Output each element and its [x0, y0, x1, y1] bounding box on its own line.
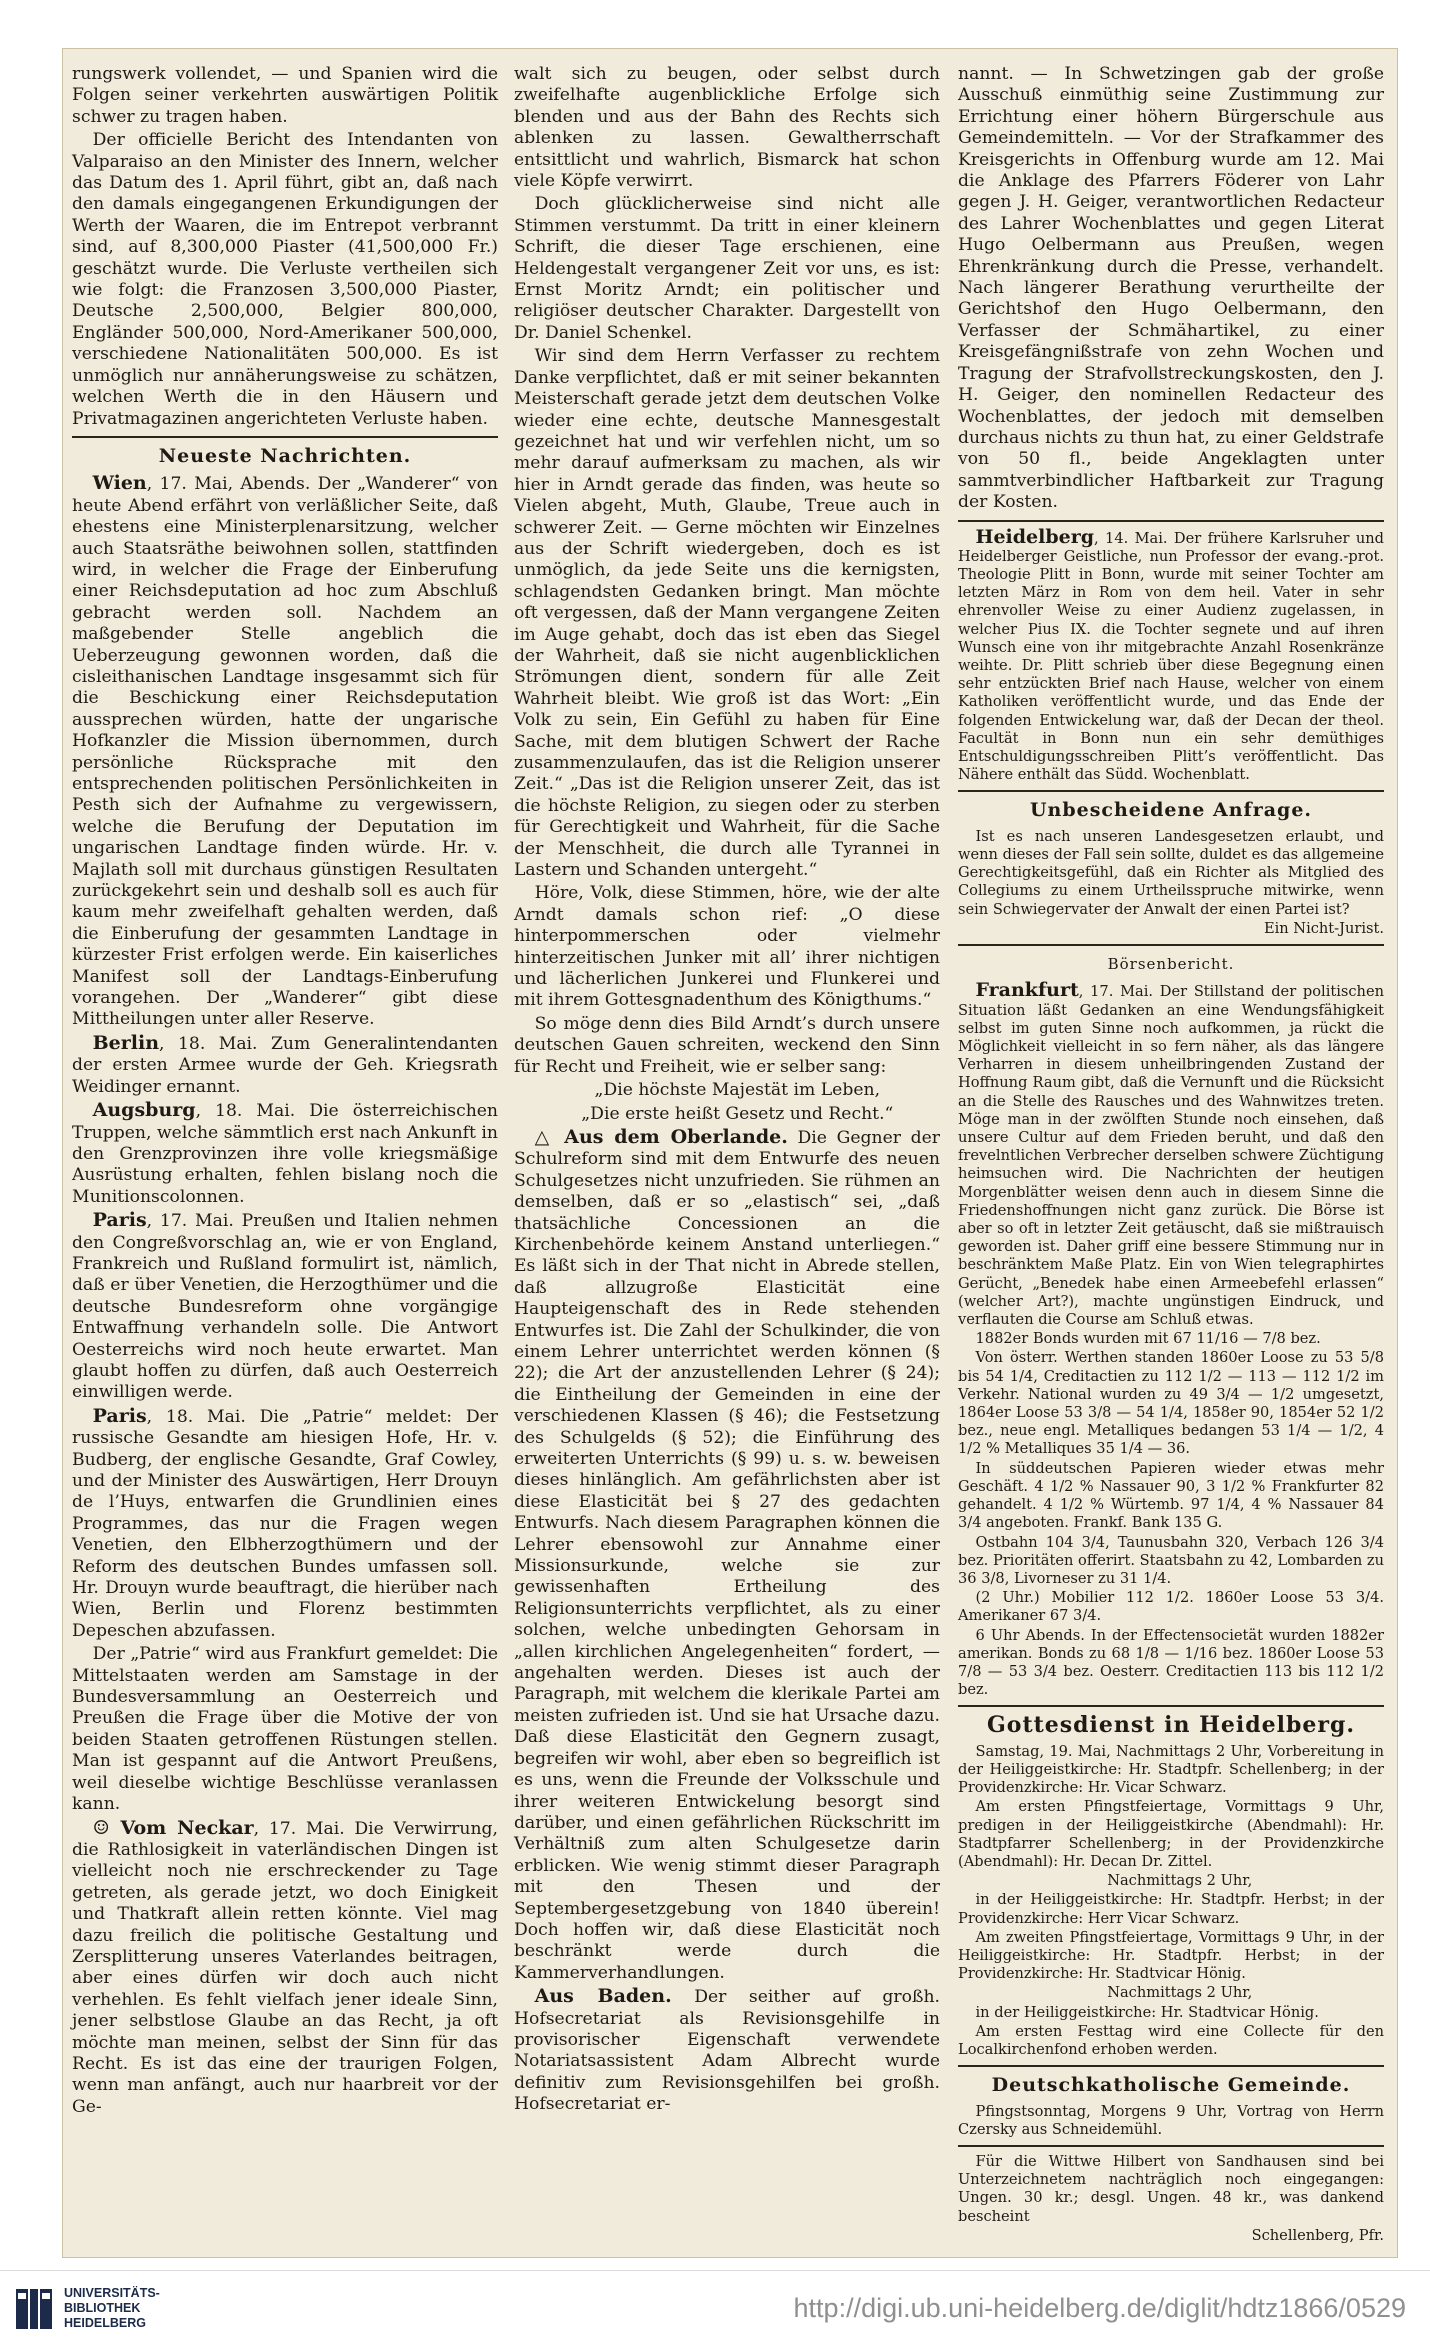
news-item: Paris, 17. Mai. Preußen und Italien nehmen den Congreßvorschlag an, wie er von England, Frankreich und Rußland formulirt ist, nämlich, daß er über Venetien, die Herzogthümer und die deutsche Bundesreform ohne vorgängige Entwaffnung verhandeln solle. Die Antwort Oesterreichs wird noch heute erwartet. Man glaubt hoffen zu dürfen, daß auch Oesterreich einwilligen werde.: [72, 1209, 498, 1403]
article-text: walt sich zu beugen, oder selbst durch zweifelhafte augenblickliche Erfolge sich blenden und aus der Bahn des Rechts sich ablenken zu lassen. Gewaltherrschaft entsittlicht und wahrlich, Bismarck hat schon viele Köpfe verwirrt.: [514, 64, 940, 192]
dateline: Wien: [92, 472, 147, 495]
news-item: △ Aus dem Oberlande. Die Gegner der Schulreform sind mit dem Entwurfe des neuen Schulgesetzes nicht unzufrieden. Sie rühmen an demselben, daß er so „elastisch“ sei, „daß thatsächliche Concessionen an die Kirchenbehörde keinem Anstand unterliegen.“ Es läßt sich in der That nicht in Abrede stellen, daß allzugroße Elasticität eine Haupteigenschaft des in Rede stehenden Entwurfes ist. Die Zahl der Schulkinder, die von einem Lehrer unterrichtet werden können (§ 22); die Art der anzustellenden Lehrer (§ 24); die Eintheilung der Gemeinden in eine der verschiedenen Klassen (§ 46); die Festsetzung des Schulgelds (§ 52); die Einführung des erweiterten Unterrichts (§ 99) u. s. w. beweisen dieses hinlänglich. Am gefährlichsten aber ist diese Elasticität bei § 27 des gedachten Entwurfs. Nach diesem Paragraphen können die Lehrer ebensowohl zur Annahme einer Missionsurkunde, welche sie zur gewissenhaften Ertheilung des Religionsunterrichts verpflichtet, als zu einer solchen, welche unbedingten Gehorsam in „allen kirchlichen Angelegenheiten“ fordert, — angehalten werden. Dieses ist auch der Paragraph, mit welchem die klerikale Partei am meisten zufrieden ist. Und sie hat Ursache dazu. Daß diese Elasticität den Gegnern zusagt, begreifen wir wohl, aber eben so begreiflich ist es uns, wenn die Freunde der Volksschule und ihrer weiteren Entwickelung besorgt sind darüber, und einen gefährlichen Rückschritt im Verhältniß zum alten Schulgesetze darin erblicken. Wie wenig stimmt dieser Paragraph mit den Thesen und der Septembergesetzgebung von 1840 überein! Doch hoffen wir, daß diese Elasticität noch beschränkt werde durch die Kammerverhandlungen.: [514, 1125, 941, 1983]
dateline: △ Aus dem Oberlande.: [534, 1125, 788, 1148]
dateline: Augsburg: [92, 1099, 196, 1122]
section-heading: Deutschkatholische Gemeinde.: [991, 2074, 1351, 2097]
dateline: Paris: [92, 1209, 147, 1232]
notice-heidelberg: Heidelberg, 14. Mai. Der frühere Karlsruher und Heidelberger Geistliche, nun Professor der evang.-prot. Theologie Plitt in Bonn, wurde mit seiner Tochter am letzten März in Rom von dem heil. Vater in sehr ehrenvoller Weise zu einer Audienz zugelassen, in welcher Pius IX. die Tochter segnete und auf ihren Wunsch eine von ihr mitgebrachte Anzahl Rosenkränze weihte. Dr. Plitt schrieb über diese Begegnung einen sehr entzückten Brief nach Hause, welcher von einem Katholiken veröffentlicht wurde, und das Ende der folgenden Entwickelung war, daß der Decan der theol. Facultät in Bonn nun ein sehr demüthiges Entschuldigungsschreiben Plitt’s veröffentlicht. Das Nähere enthält das Südd. Wochenblatt.: [958, 525, 1384, 784]
section-heading: Gottesdienst in Heidelberg.: [986, 1712, 1355, 1739]
library-name: UNIVERSITÄTS- BIBLIOTHEK HEIDELBERG: [64, 2286, 160, 2330]
divider: [958, 2065, 1384, 2067]
dateline: Berlin: [92, 1031, 160, 1054]
stock-report: Frankfurt, 17. Mai. Der Stillstand der politischen Situation läßt Gedanken an eine Wendungsfähigkeit selbst im guten Sinne noch aufkommen, ja rückt die Möglichkeit vielleicht in so fern näher, als das längere Verharren in diesem unheilbringenden Zustand der Hoffnung Raum gibt, daß die Vernunft und die Rücksicht an die Stelle des Rausches und des Wahnwitzes treten. Möge man in der zwölften Stunde noch einsehen, daß unsere Cultur auf dem Frieden beruht, und daß den frevelntlichen Verbrecher derselben schwere Züchtigung heimsuchen wird. Die Nachrichten der heutigen Morgenblätter weisen denn auch in diesem Sinne die Friedenshoffnungen nicht ganz zurück. Die Börse ist aber so oft in letzter Zeit getäuscht, daß sie mißtrauisch geworden ist. Daher griff eine bessere Stimmung nur in beschränktem Maße Platz. Ein von Wien telegraphirtes Gerücht, „Benedek habe einen Armeebefehl erlassen“ (welcher Art?), machte ungünstigen Eindruck, und verflauten die Course am Schluß etwas. 1882er Bonds wurden mit 67 11/16 — 7/8 bez. Von österr. Werthen standen 1860er Loose zu 53 5/8 bis 54 1/4, Creditactien zu 112 1/2 — 113 — 112 1/2 im Verkehr. National wurden zu 49 3/4 — 1/2 umgesetzt, 1864er Loose 53 3/8 — 54 1/4, 1858er 90, 1854er 52 1/2 bez., neue engl. Metalliques bedangen 53 1/4 — 1/2, 4 1/2 % Metalliques 35 1/4 — 36. In süddeutschen Papieren wieder etwas mehr Geschäft. 4 1/2 % Nassauer 90, 3 1/2 % Frankfurter 82 gehandelt. 4 1/2 % Würtemb. 97 1/4, 4 % Nassauer 84 3/4 angeboten. Frankf. Bank 135 G. Ostbahn 104 3/4, Taunusbahn 320, Verbach 126 3/4 bez. Prioritäten offerirt. Staatsbahn zu 42, Lombarden zu 36 3/8, Livorneser zu 31 1/4. (2 Uhr.) Mobilier 112 1/2. 1860er Loose 53 3/4. Amerikaner 67 3/4. 6 Uhr Abends. In der Effectensocietät wurden 1882er amerikan. Bonds zu 68 1/8 — 1/16 bez. 1860er Loose 53 7/8 — 53 3/4 bez. Oesterr. Creditactien 113 bis 112 1/2 bez.: [958, 979, 1384, 1699]
source-url-link[interactable]: http://digi.ub.uni-heidelberg.de/diglit/hdtz1866/0529: [793, 2293, 1406, 2323]
divider: [958, 2145, 1384, 2147]
article-text: Wir sind dem Herrn Verfasser zu rechtem Danke verpflichtet, daß er mit seiner bekannten Meisterschaft gerade jetzt dem deutschen Volke wieder eine echte, deutsche Mannesgestalt gezeichnet hat und wir verfehlen nicht, um so mehr darauf aufmerksam zu machen, als wir hier in Arndt gerade das finden, was heute so Vielen abgeht, Muth, Glaube, Treue auch in schwerer Zeit. — Gerne möchten wir Einzelnes aus der Schrift wiedergeben, doch es ist unmöglich, da jede Seite uns die kernigsten, schlagendsten Gedanken bringt. Man möchte oft vergessen, daß der Mann vergangene Zeiten im Auge gehabt, doch das ist eben das Siegel der Wahrheit, daß sie nicht augenblicklichen Strömungen dient, sondern für alle Zeit Wahrheit bleibt. Wie groß ist das Wort: „Ein Volk zu sein, Ein Gefühl zu haben für Eine Sache, mit dem blutigen Schwert der Rache zusammenzulaufen, das ist die Religion unserer Zeit.“ „Das ist die Religion unserer Zeit, das ist die höchste Religion, zu siegen oder zu sterben für Gerechtigkeit und Wahrheit, für die Sache der Menschheit, die durch alle Tyrannei in Lastern und Schanden untergeht.“: [514, 346, 940, 881]
divider: [958, 944, 1384, 946]
column-1: [72, 64, 498, 2120]
dateline: Paris: [92, 1404, 147, 1427]
dateline: ☺ Vom Neckar: [92, 1816, 254, 1839]
news-item: Aus Baden. Der seither auf großh. Hofsecretariat als Revisionsgehilfe in provisorischer Eigenschaft verwendete Notariatsassistent Adam Albrecht wurde definitiv zum Revisionsgehilfen bei großh. Hofsecretariat er-: [514, 1985, 940, 2115]
news-item: ☺ Vom Neckar, 17. Mai. Die Verwirrung, die Rathlosigkeit in vaterländischen Dingen ist vielleicht noch nie erschreckender zu Tage getreten, als gerade jetzt, wo doch Einigkeit und Thatkraft allein retten könnte. Viel mag dazu freilich die politische Gestaltung und Zersplitterung unseres Vaterlandes beitragen, aber eines dürfen wir doch auch nicht verhehlen. Es fehlt vielfach jener ideale Sinn, jener selbstlose Glaube an das Recht, ja oft möchte man meinen, selbst der Sinn für das Recht. Es ist das eine der traurigen Folgen, wenn man anfängt, auch nur haarbreit vor der Ge-: [72, 1816, 498, 2117]
column-3: [958, 64, 1384, 2246]
divider: [72, 436, 498, 438]
notice-donation: Für die Wittwe Hilbert von Sandhausen sind bei Unterzeichnetem nachträglich noch eingegangen: Ungen. 30 kr.; desgl. Ungen. 48 kr., was dankend bescheint Schellenberg, Pfr.: [958, 2153, 1384, 2244]
news-item: Berlin, 18. Mai. Zum Generalintendanten der ersten Armee wurde der Geh. Kriegsrath Weidinger ernannt.: [72, 1031, 498, 1097]
article-text: Doch glücklicherweise sind nicht alle Stimmen verstummt. Da tritt in einer kleinern Schrift, die dieser Tage erschienen, eine Heldengestalt vergangener Zeit vor uns, es ist: Ernst Moritz Arndt; ein politischer und religiöser deutscher Charakter. Dargestellt von Dr. Daniel Schenkel.: [514, 194, 940, 343]
column-2: [514, 64, 940, 2118]
article-text: nannt. — In Schwetzingen gab der große Ausschuß einmüthig seine Zustimmung zur Errichtung einer höhern Bürgerschule aus Gemeindemitteln. — Vor der Strafkammer des Kreisgerichts in Offenburg wurde am 12. Mai die Anklage des Pfarrers Föderer von Lahr gegen J. H. Geiger, verantwortlichen Redacteur des Lahrer Wochenblattes und gegen Literat Hugo Oelbermann aus Preußen, wegen Ehrenkränkung durch die Presse, verhandelt. Nach längerer Berathung verurtheilte der Gerichtshof den Hugo Oelbermann, den Verfasser der Schmähartikel, zu einer Kreisgefängnißstrafe von zehn Wochen und Tragung der Strafvollstreckungskosten, den J. H. Geiger, den nominellen Redacteur des Wochenblattes, der jedoch mit demselben durchaus nichts zu thun hat, zu einer Geldstrafe von 50 fl., beide Angeklagten unter sammtverbindlicher Haftbarkeit zur Tragung der Kosten.: [958, 64, 1384, 513]
notice-anfrage: Ist es nach unseren Landesgesetzen erlaubt, und wenn dieses der Fall sein sollte, duldet es das allgemeine Gerechtigkeitsgefühl, daß ein Richter als Mitglied des Collegiums zu einem Urtheilsspruche mitwirke, wenn sein Schwiegervater der Anwalt der einen Partei ist? Ein Nicht-Jurist.: [958, 827, 1384, 937]
dateline: Frankfurt: [975, 979, 1079, 1002]
section-heading: Unbescheidene Anfrage.: [1029, 799, 1313, 822]
divider: [958, 520, 1384, 522]
dateline: Heidelberg: [975, 525, 1095, 548]
verse-line: „Die höchste Majestät im Leben,: [594, 1080, 881, 1101]
footer-bar: [0, 2270, 1430, 2350]
section-heading: Neueste Nachrichten.: [158, 444, 412, 467]
signature: Schellenberg, Pfr.: [1251, 2226, 1384, 2244]
dateline: Aus Baden.: [534, 1985, 672, 2008]
church-services: Samstag, 19. Mai, Nachmittags 2 Uhr, Vorbereitung in der Heiliggeistkirche: Hr. Stadtpfr. Schellenberg; in der Providenzkirche: Hr. Vicar Schwarz. Am ersten Pfingstfeiertage, Vormittags 9 Uhr, predigen in der Heiliggeistkirche (Abendmahl): Hr. Stadtpfarrer Schellenberg; in der Providenzkirche (Abendmahl): Hr. Decan Dr. Zittel. Nachmittags 2 Uhr, in der Heiliggeistkirche: Hr. Stadtpfr. Herbst; in der Providenzkirche: Herr Vicar Schwarz. Am zweiten Pfingstfeiertage, Vormittags 9 Uhr, in der Heiliggeistkirche: Hr. Stadtpfr. Herbst; in der Providenzkirche: Hr. Stadtvicar Hönig. Nachmittags 2 Uhr, in der Heiliggeistkirche: Hr. Stadtvicar Hönig. Am ersten Festtag wird eine Collecte für den Localkirchenfond erhoben werden.: [958, 1742, 1384, 2058]
divider: [958, 1705, 1384, 1707]
article-text: So möge denn dies Bild Arndt’s durch unsere deutschen Gauen schreiten, weckend den Sinn für Recht und Freiheit, wie er selber sang:: [514, 1013, 940, 1077]
news-item: Augsburg, 18. Mai. Die österreichischen Truppen, welche sämmtlich erst nach Ankunft in den Grenzprovinzen ihre volle kriegsmäßige Ausrüstung erhalten, fehlen bislang noch die Munitionscolonnen.: [72, 1099, 498, 1207]
verse-line: „Die erste heißt Gesetz und Recht.“: [581, 1103, 894, 1124]
article-text: rungswerk vollendet, — und Spanien wird die Folgen seiner verkehrten auswärtigen Politik schwer zu tragen haben.: [72, 64, 498, 127]
news-item: Paris, 18. Mai. Die „Patrie“ meldet: Der russische Gesandte am hiesigen Hofe, Hr. v. Budberg, der englische Gesandte, Graf Cowley, und der Minister des Auswärtigen, Herr Drouyn de l’Huys, entwarfen die Grundlinien eines Programmes, das nur die Fragen wegen Venetien, den Elbherzogthümern und der Reform des deutschen Bundes umfassen soll. Hr. Drouyn wurde beauftragt, die hierüber nach Wien, Berlin und Florenz bestimmten Depeschen abzufassen.: [72, 1404, 498, 1641]
university-library-logo-icon: [14, 2285, 54, 2331]
article-text: Der officielle Bericht des Intendanten von Valparaiso an den Minister des Innern, welcher das Datum des 1. April führt, gibt an, daß nach den damals eingegangenen Erkundigungen der Werth der Waaren, die im Entrepot verbrannt sind, auf 8,300,000 Piaster (41,500,000 Fr.) geschätzt wurde. Die Verluste vertheilen sich wie folgt: die Franzosen 3,500,000 Piaster, Deutsche 2,500,000, Belgier 800,000, Engländer 500,000, Nord-Amerikaner 500,000, verschiedene Nationalitäten 500,000. Es ist unmöglich nur annäherungsweise zu schätzen, welchen Werth die in den Häusern und Privatmagazinen angerichteten Verluste haben.: [72, 130, 498, 429]
signature: Ein Nicht-Jurist.: [1263, 919, 1384, 937]
article-text: Höre, Volk, diese Stimmen, höre, wie der alte Arndt damals schon rief: „O diese hinterpommerschen oder vielmehr hinterzeitischen Junker mit all’ ihrer nichtigen und lächerlichen Junkerei und Flunkerei und mit ihrem Gottesgnadenthum des Königthums.“: [514, 883, 940, 1011]
news-item: Wien, 17. Mai, Abends. Der „Wanderer“ von heute Abend erfährt von verläßlicher Seite, daß ehestens eine Ministerplenarsitzung, welcher auch Staatsräthe beiwohnen sollen, stattfinden wird, in welcher die Frage der Einberufung einer Reichsdeputation ad hoc zum Abschluß gebracht werden soll. Nachdem an maßgebender Stelle angeblich die Ueberzeugung gewonnen worden, daß die cisleithanischen Landtage insgesammt sich für die Beschickung einer Reichsdeputation aussprechen würden, hatte der ungarische Hofkanzler die Mission übernommen, durch persönliche Rücksprache mit den entsprechenden politischen Persönlichkeiten in Pesth sich der Aufnahme zu vergewissern, welche die Berufung der Deputation im ungarischen Landtage finden würde. Hr. v. Majlath soll mit durchaus günstigen Resultaten zurückgekehrt sein und deshalb soll es auch für kaum mehr zweifelhaft gehalten werden, daß die Einberufung der gesammten Landtage in kürzester Frist erfolgen werde. Ein kaiserliches Manifest soll der Landtags-Einberufung vorangehen. Der „Wanderer“ gibt diese Mittheilungen unter aller Reserve.: [72, 472, 498, 1030]
divider: [958, 790, 1384, 792]
notice-deutschkatholisch: Pfingstsonntag, Morgens 9 Uhr, Vortrag von Herrn Czersky aus Schneidemühl.: [958, 2102, 1384, 2138]
section-heading: Börsenbericht.: [1107, 955, 1235, 973]
news-item: Der „Patrie“ wird aus Frankfurt gemeldet: Die Mittelstaaten werden am Samstage in der Bundesversammlung an Oesterreich und Preußen die Frage über die Motive der von beiden Staaten getroffenen Rüstungen stellen. Man ist gespannt auf die Antwort Preußens, weil dieselbe wichtige Beschlüsse veranlassen kann.: [72, 1644, 498, 1815]
